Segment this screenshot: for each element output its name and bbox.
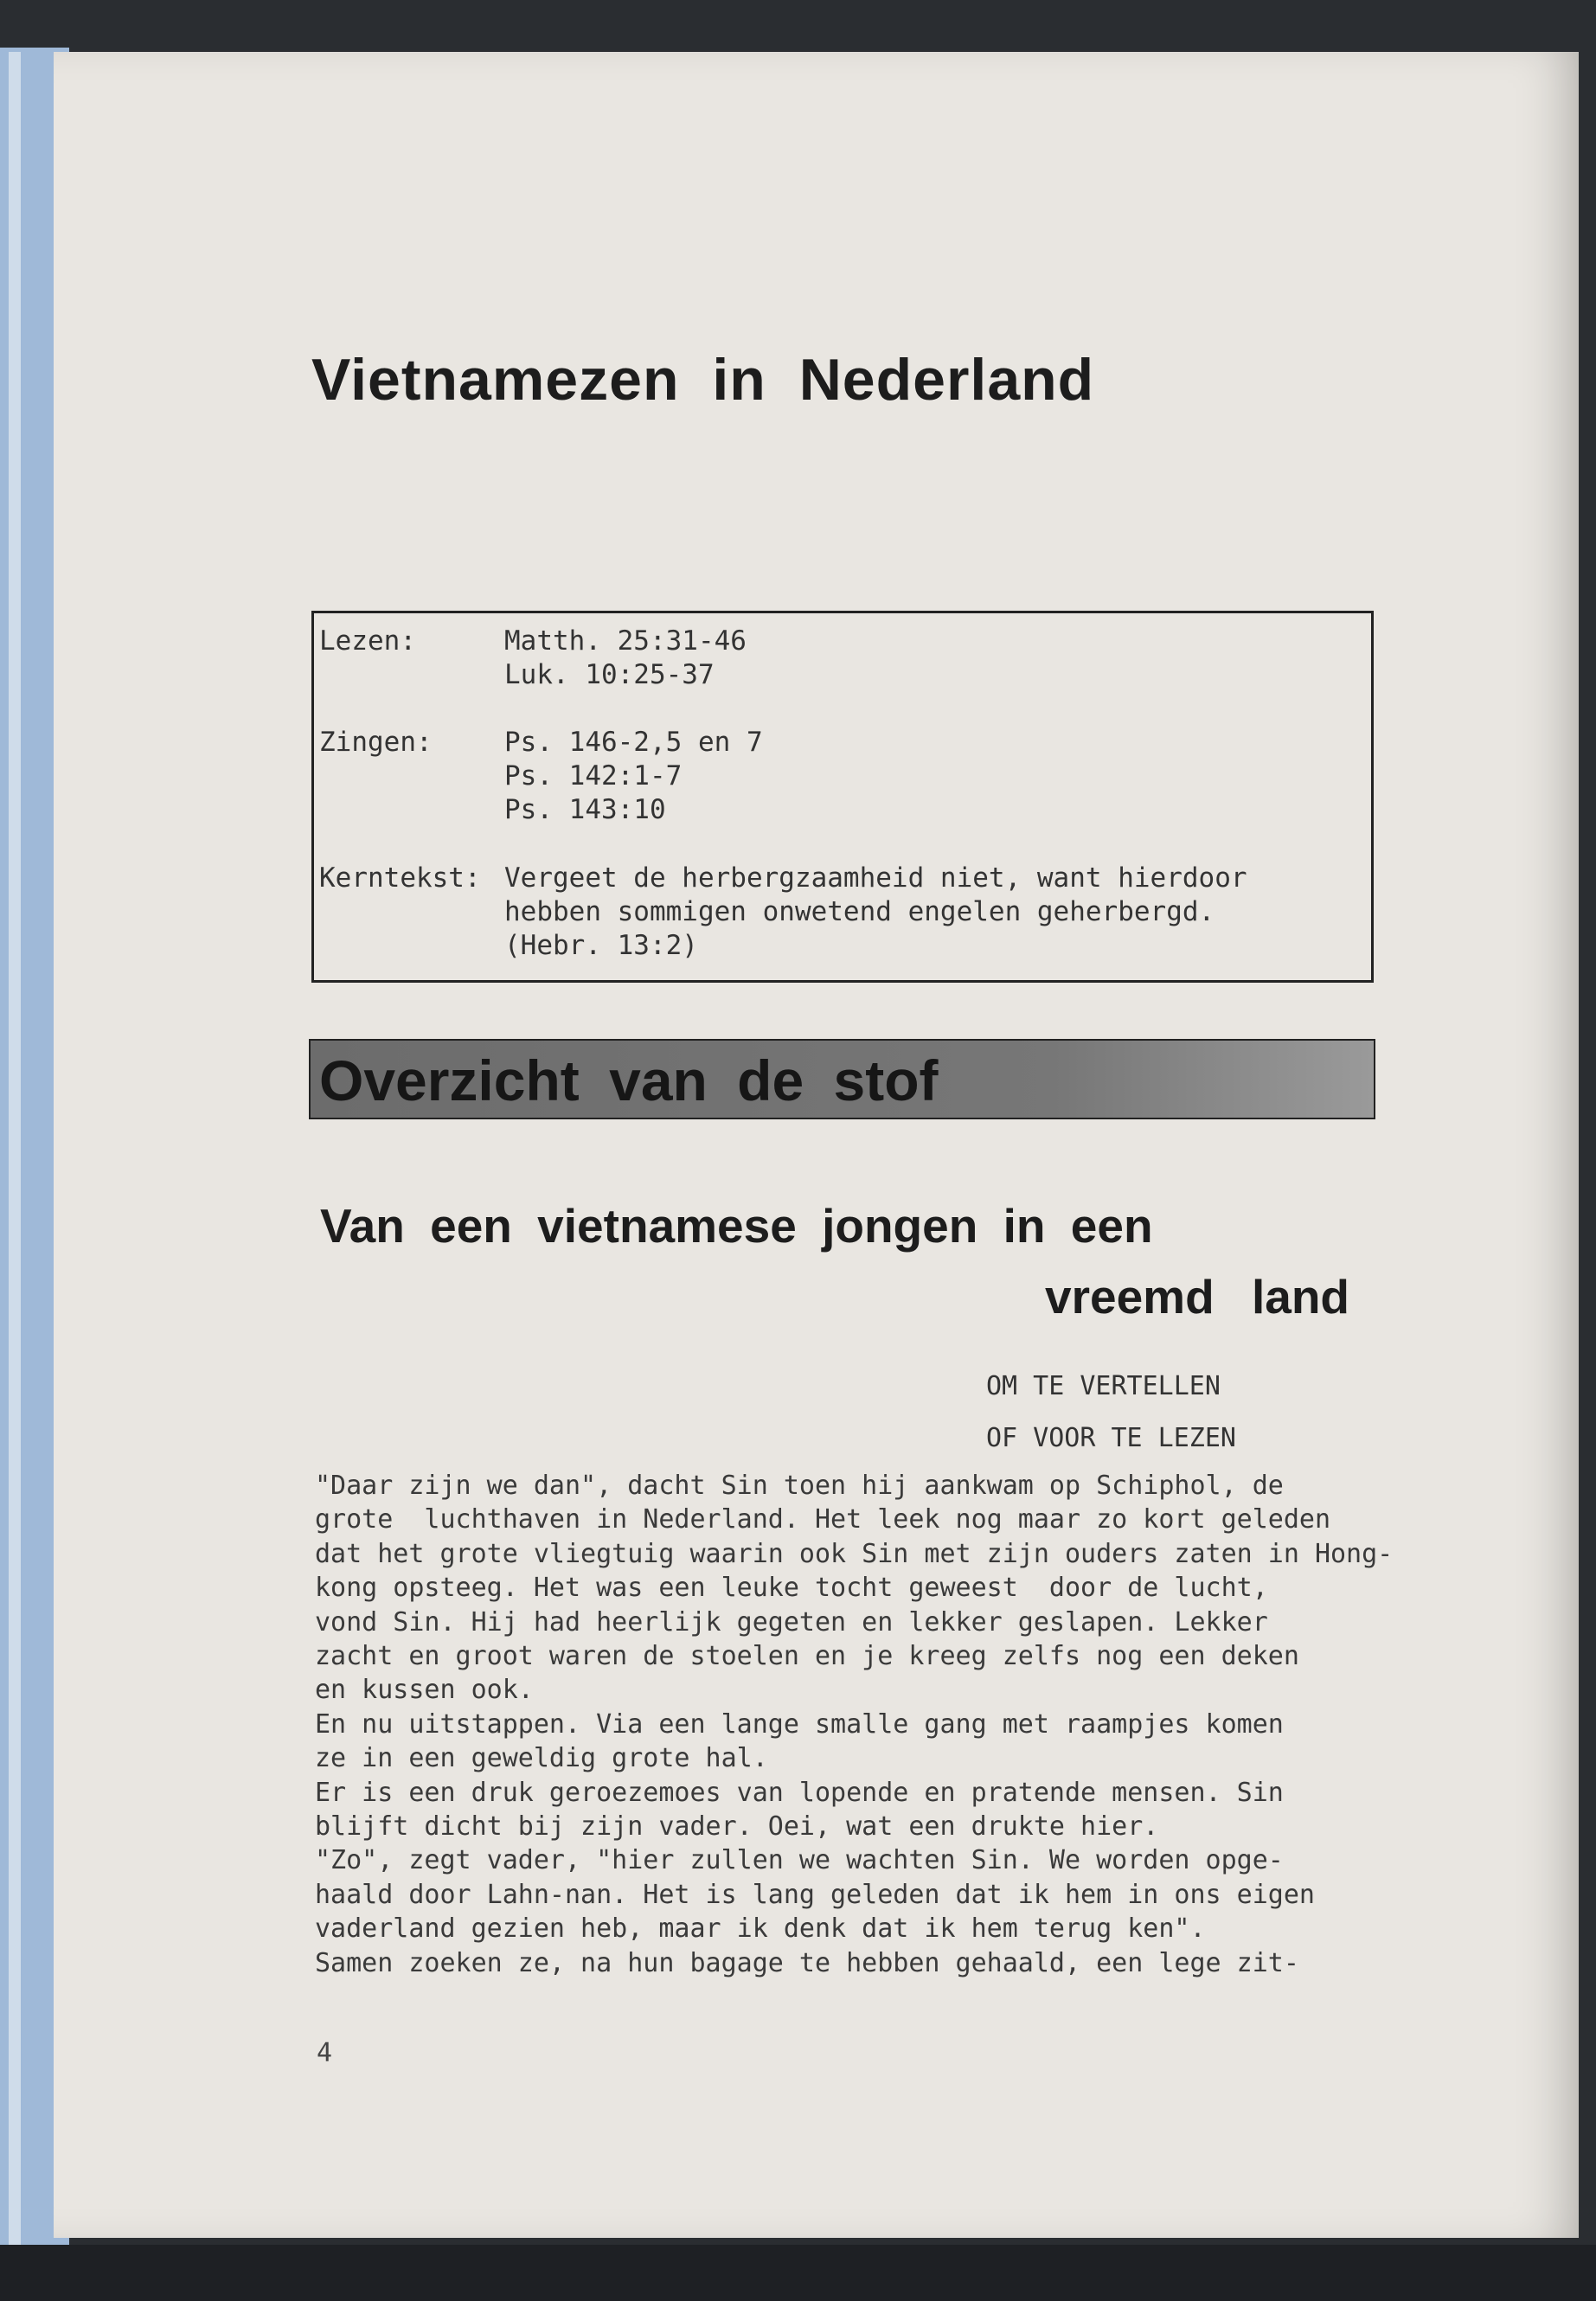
lezen-row — [319, 625, 747, 657]
text-line: dat het grote vliegtuig waarin ook Sin met zijn ouders zaten in Hong- — [315, 1538, 1394, 1569]
text-line: "Daar zijn we dan", dacht Sin toen hij aankwam op Schiphol, de — [315, 1471, 1284, 1501]
text-line: Samen zoeken ze, na hun bagage te hebben gehaald, een lege zit- — [315, 1947, 1299, 1978]
kerntekst-row — [319, 862, 1247, 894]
zingen-row — [319, 760, 682, 792]
zingen-row — [319, 727, 763, 758]
zingen-value: Ps. 146-2,5 en 7 — [504, 727, 763, 758]
instruction-label: OM TE VERTELLEN — [986, 1371, 1221, 1401]
zingen-value: Ps. 143:10 — [504, 794, 666, 825]
book-bottom-edge — [0, 2245, 1596, 2301]
text-line: haald door Lahn-nan. Het is lang geleden dat ik hem in ons eigen — [315, 1879, 1315, 1910]
lezen-label: Lezen: — [319, 625, 416, 657]
section-banner-text: Overzicht van de stof — [319, 1048, 939, 1112]
kerntekst-value: Vergeet de herbergzaamheid niet, want hierdoor — [504, 862, 1247, 894]
text-line: blijft dicht bij zijn vader. Oei, wat een drukte hier. — [315, 1811, 1159, 1843]
text-line: grote luchthaven in Nederland. Het leek nog maar zo kort geleden — [315, 1504, 1330, 1535]
text-line: kong opsteeg. Het was een leuke tocht geweest door de lucht, — [315, 1573, 1268, 1604]
story-title-line2: vreemd land — [1045, 1270, 1350, 1324]
kerntekst-value: (Hebr. 13:2) — [504, 930, 698, 961]
zingen-label: Zingen: — [319, 727, 433, 758]
page-title: Vietnamezen in Nederland — [311, 347, 1095, 413]
text-line: "Zo", zegt vader, "hier zullen we wachten Sin. We worden opge- — [315, 1845, 1284, 1876]
text-line: ze in een geweldig grote hal. — [315, 1743, 768, 1774]
story-text — [315, 1469, 1393, 1980]
kerntekst-row — [319, 896, 1215, 927]
text-line: en kussen ook. — [315, 1675, 534, 1706]
instruction-label: OF VOOR TE LEZEN — [986, 1423, 1236, 1453]
zingen-row — [319, 794, 666, 825]
lezen-row — [319, 659, 715, 690]
text-line: zacht en groot waren de stoelen en je kreeg zelfs nog een deken — [315, 1641, 1299, 1672]
text-line: En nu uitstappen. Via een lange smalle gang met raampjes komen — [315, 1708, 1284, 1740]
section-banner — [309, 1039, 1375, 1119]
kerntekst-row — [319, 930, 698, 961]
lezen-value: Matth. 25:31-46 — [504, 625, 747, 657]
kerntekst-label: Kerntekst: — [319, 862, 481, 894]
zingen-value: Ps. 142:1-7 — [504, 760, 683, 792]
reading-info-box — [311, 611, 1374, 983]
story-title-line1: Van een vietnamese jongen in een — [320, 1199, 1153, 1253]
text-line: vaderland gezien heb, maar ik denk dat ik hem terug ken". — [315, 1913, 1206, 1945]
page-number: 4 — [317, 2038, 333, 2068]
text-line: Er is een druk geroezemoes van lopende en pratende mensen. Sin — [315, 1777, 1284, 1808]
lezen-value: Luk. 10:25-37 — [504, 659, 715, 690]
kerntekst-value: hebben sommigen onwetend engelen geherbergd. — [504, 896, 1215, 927]
text-line: vond Sin. Hij had heerlijk gegeten en lekker geslapen. Lekker — [315, 1606, 1268, 1638]
binding-edge — [9, 52, 21, 2258]
